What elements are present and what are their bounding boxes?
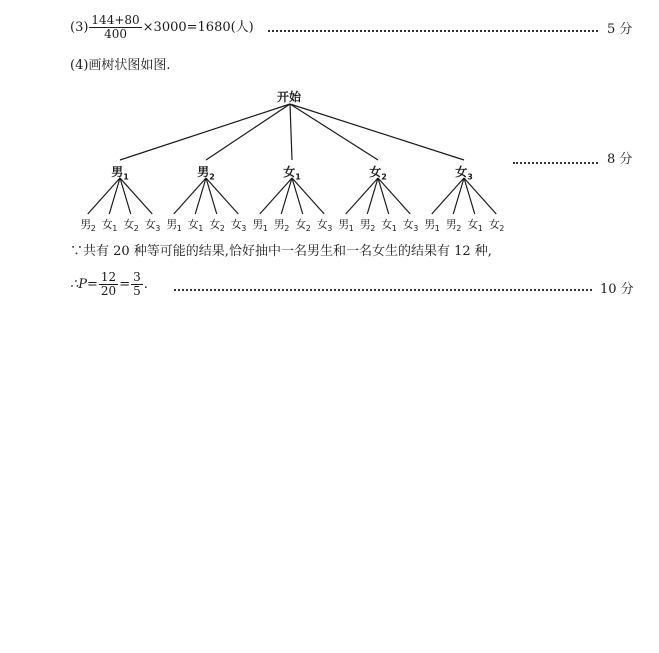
part3-label: (3) [70,19,89,35]
probability-fraction-1 [99,271,118,298]
root-to-branch-line [290,104,378,160]
root-to-branch-line [290,104,464,160]
probability-period: . [143,276,148,292]
probability-line [70,271,148,298]
part4-leader-dots [513,162,598,164]
tree-branch-node: 男$_1$ [111,165,129,182]
tree-leaf-node: 女$_1$ [187,218,203,234]
part3-product: ×3000=1680(人) [142,19,254,35]
tree-leaf-node: 女$_2$ [295,218,311,234]
root-to-branch-line [290,104,292,160]
tree-leaf-node: 女$_2$ [488,218,504,234]
tree-leaf-node: 男$_1$ [166,218,182,234]
probability-prefix: ∴P= [70,276,98,292]
fraction-1-numerator: 12 [100,270,117,284]
fraction-1-denominator: 20 [100,284,117,298]
fraction-2-numerator: 3 [133,270,141,284]
root-to-branch-line [206,104,290,160]
conclusion-line: ∵共有 20 种等可能的结果,恰好抽中一名男生和一名女生的结果有 12 种, [70,244,492,259]
conclusion-score: 10 分 [600,282,634,297]
conclusion-leader-dots [174,289,592,291]
tree-leaf-node: 男$_1$ [252,218,268,234]
fraction-2-denominator: 5 [133,284,141,298]
part3-numerator: 144+80 [91,13,140,27]
tree-leaf-node: 女$_2$ [123,218,139,234]
tree-leaf-node: 男$_2$ [445,218,461,234]
tree-lines [88,104,497,214]
part3-denominator: 400 [104,27,127,41]
tree-leaf-node: 男$_1$ [338,218,354,234]
part3-score: 5 分 [607,22,633,37]
tree-branch-node: 女$_1$ [283,165,301,182]
tree-leaf-node: 男$_2$ [80,218,96,234]
tree-leaf-node: 女$_1$ [467,218,483,234]
tree-branch-node: 男$_2$ [197,165,215,182]
equals-sign: = [119,276,131,292]
probability-fraction-2 [131,271,143,298]
tree-leaf-node: 女$_3$ [230,218,246,234]
tree-leaf-node: 女$_3$ [144,218,160,234]
tree-leaf-node: 女$_1$ [381,218,397,234]
tree-leaf-node: 女$_3$ [316,218,332,234]
tree-branch-node: 女$_2$ [369,165,387,182]
tree-root: 开始 [277,90,302,104]
root-to-branch-line [120,104,290,160]
part4-score: 8 分 [607,152,633,167]
tree-leaf-node: 男$_2$ [273,218,289,234]
tree-leaf-node: 女$_1$ [101,218,117,234]
tree-branch-node: 女$_3$ [455,165,473,182]
tree-leaf-node: 男$_1$ [424,218,440,234]
part4-intro: (4)画树状图如图. [70,58,171,73]
tree-leaf-node: 女$_2$ [209,218,225,234]
tree-leaf-node: 男$_2$ [359,218,375,234]
tree-leaf-node: 女$_3$ [402,218,418,234]
